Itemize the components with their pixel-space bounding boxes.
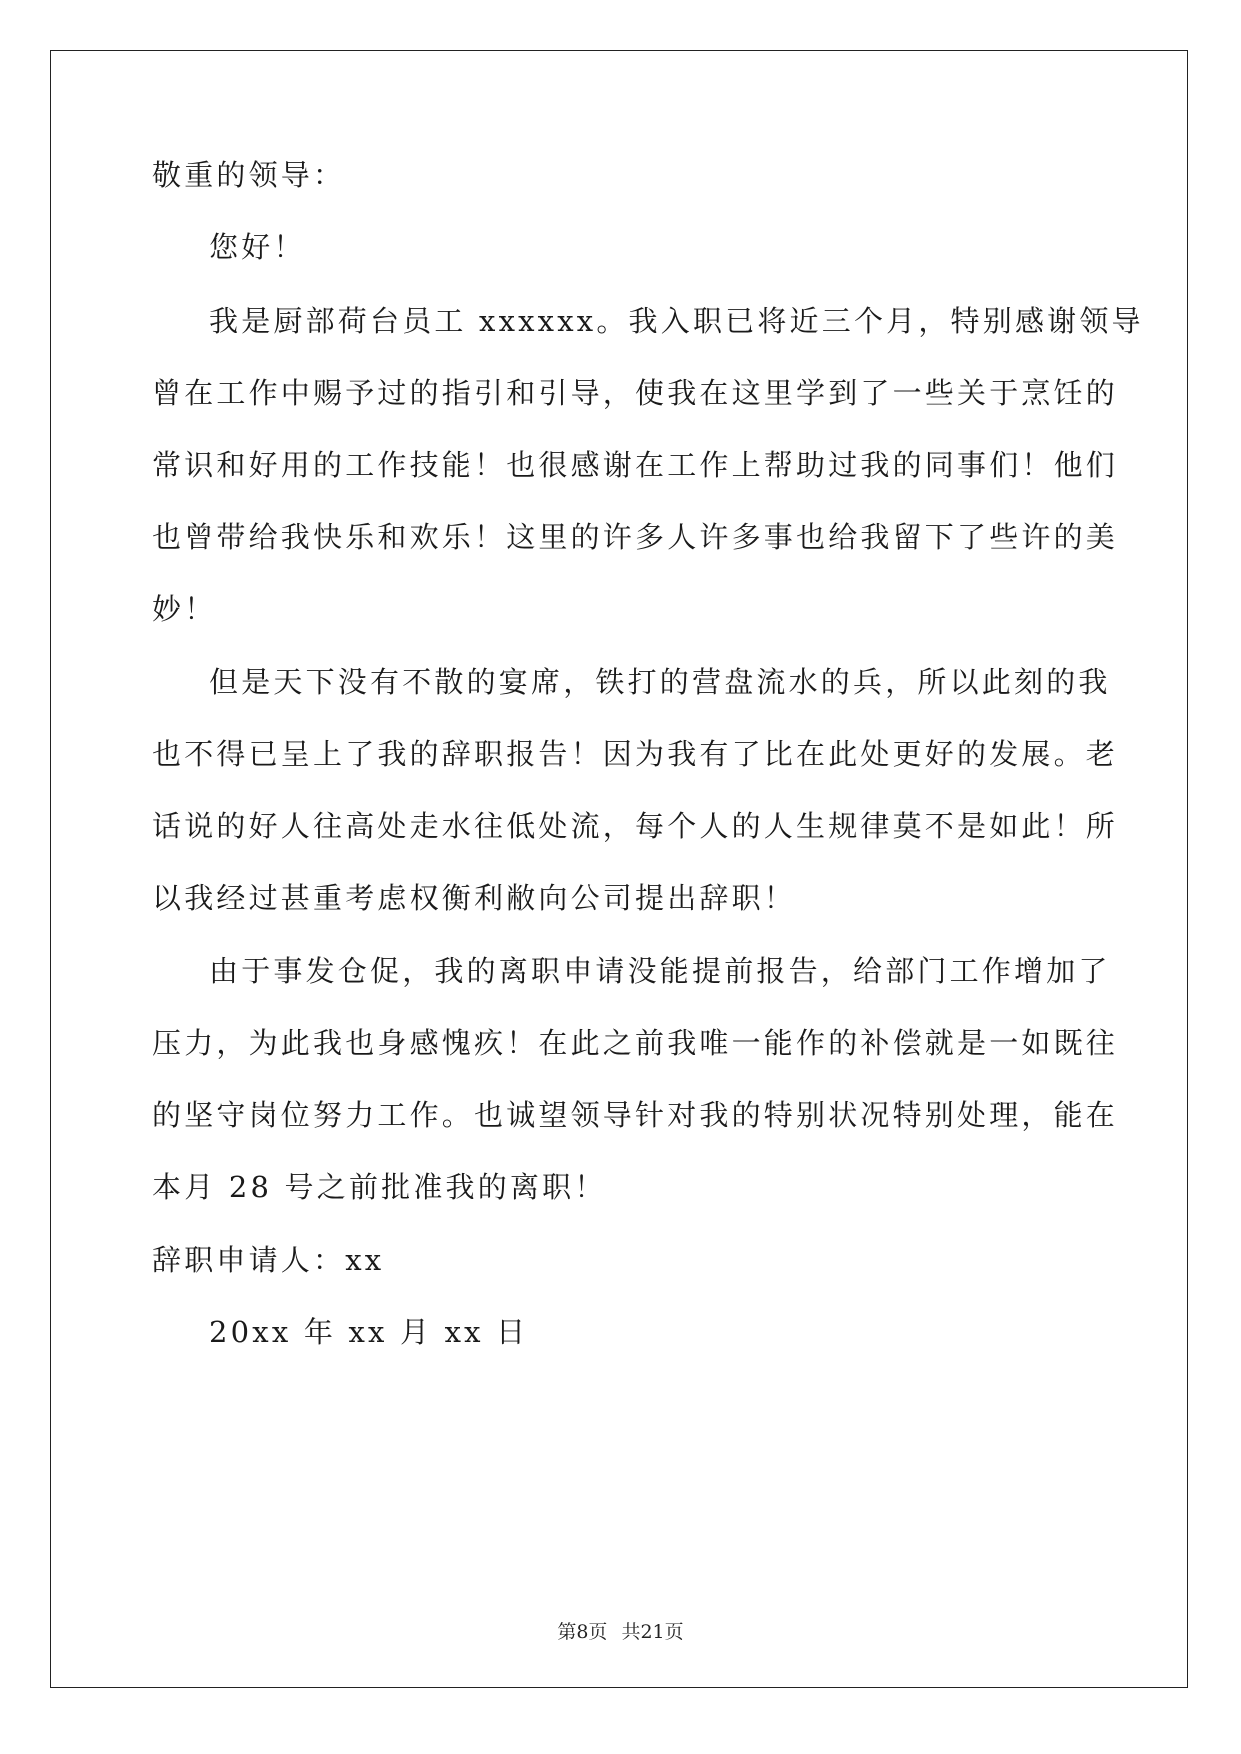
signature: 辞职申请人：xx	[152, 1243, 385, 1277]
paragraph-line: 以我经过甚重考虑权衡利敝向公司提出辞职！	[152, 881, 797, 915]
paragraph-line: 的坚守岗位努力工作。也诚望领导针对我的特别状况特别处理，能在	[152, 1098, 1119, 1132]
paragraph-line: 我是厨部荷台员工 xxxxxx。我入职已将近三个月，特别感谢领导	[209, 304, 1144, 338]
paragraph-line: 话说的好人往高处走水往低处流，每个人的人生规律莫不是如此！所	[152, 809, 1119, 843]
salutation: 敬重的领导：	[152, 158, 346, 192]
paragraph-line: 也曾带给我快乐和欢乐！这里的许多人许多事也给我留下了些许的美	[152, 520, 1119, 554]
paragraph-line: 也不得已呈上了我的辞职报告！因为我有了比在此处更好的发展。老	[152, 737, 1119, 771]
page-footer	[0, 1617, 1241, 1644]
paragraph-line: 本月 28 号之前批准我的离职！	[152, 1170, 607, 1204]
paragraph-line: 常识和好用的工作技能！也很感谢在工作上帮助过我的同事们！他们	[152, 448, 1119, 482]
greeting: 您好！	[209, 230, 306, 264]
date: 20xx 年 xx 月 xx 日	[209, 1315, 529, 1349]
paragraph-line: 由于事发仓促，我的离职申请没能提前报告，给部门工作增加了	[209, 954, 1111, 988]
paragraph-line: 但是天下没有不散的宴席，铁打的营盘流水的兵，所以此刻的我	[209, 665, 1111, 699]
paragraph-line: 压力，为此我也身感愧疚！在此之前我唯一能作的补偿就是一如既往	[152, 1026, 1119, 1060]
page-frame	[50, 50, 1188, 1688]
paragraph-line: 曾在工作中赐予过的指引和引导，使我在这里学到了一些关于烹饪的	[152, 376, 1119, 410]
paragraph-line: 妙！	[152, 592, 217, 626]
page-number: 第8页	[557, 1621, 608, 1643]
page-total: 共21页	[621, 1621, 684, 1643]
